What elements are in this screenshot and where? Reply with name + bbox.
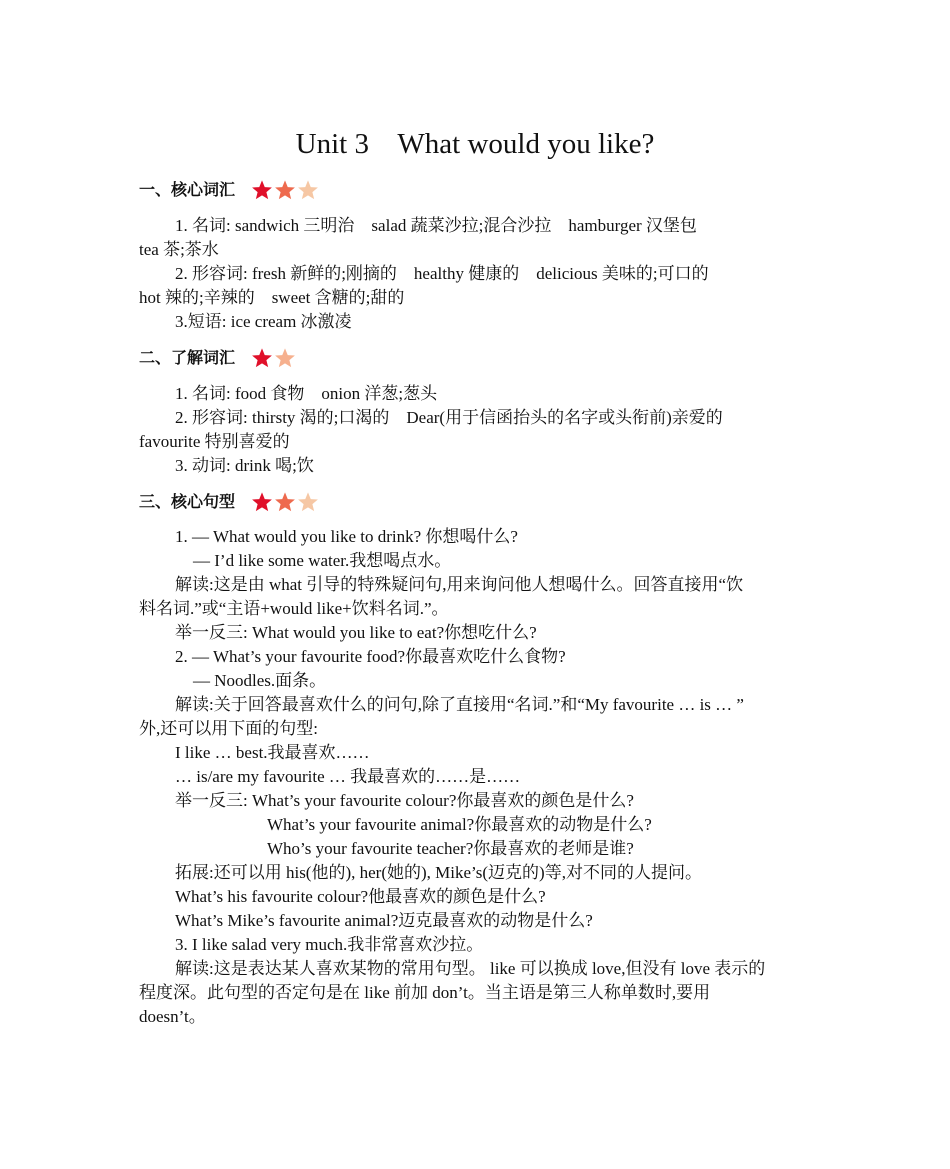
star-icon — [274, 491, 296, 513]
text-line: 举一反三: What would you like to eat?你想吃什么? — [175, 623, 537, 642]
text-line: 3. I like salad very much.我非常喜欢沙拉。 — [175, 935, 484, 954]
section-heading-label: 一、核心词汇 — [139, 180, 236, 199]
text-line: tea 茶;茶水 — [139, 240, 219, 259]
rating-stars — [251, 491, 320, 513]
text-line: 外,还可以用下面的句型: — [139, 719, 318, 738]
text-line: 3.短语: ice cream 冰激凌 — [175, 312, 352, 331]
section-heading-label: 二、了解词汇 — [139, 348, 236, 367]
text-line: What’s your favourite animal?你最喜欢的动物是什么? — [267, 815, 652, 834]
text-line: … is/are my favourite … 我最喜欢的……是…… — [175, 767, 521, 786]
text-line: 解读:这是由 what 引导的特殊疑问句,用来询问他人想喝什么。回答直接用“饮 — [175, 575, 744, 594]
text-line: 解读:这是表达某人喜欢某物的常用句型。 like 可以换成 love,但没有 love 表示的 — [175, 959, 766, 978]
text-line: favourite 特别喜爱的 — [139, 432, 290, 451]
section-heading-core-sentences — [139, 490, 320, 514]
star-icon — [274, 347, 296, 369]
text-line: 1. — What would you like to drink? 你想喝什么? — [175, 527, 518, 546]
star-icon — [297, 179, 319, 201]
text-line: hot 辣的;辛辣的 sweet 含糖的;甜的 — [139, 288, 405, 307]
text-line: Who’s your favourite teacher?你最喜欢的老师是谁? — [267, 839, 634, 858]
section-heading-understand-vocabulary — [139, 346, 297, 370]
text-line: 2. 形容词: fresh 新鲜的;刚摘的 healthy 健康的 delicious 美味的;可口的 — [175, 264, 709, 283]
text-line: I like … best.我最喜欢…… — [175, 743, 370, 762]
star-icon — [251, 491, 273, 513]
text-line: — Noodles.面条。 — [193, 671, 327, 690]
text-line: 2. — What’s your favourite food?你最喜欢吃什么食物? — [175, 647, 566, 666]
text-line: 举一反三: What’s your favourite colour?你最喜欢的颜色是什么? — [175, 791, 634, 810]
star-icon — [251, 347, 273, 369]
text-line: 程度深。此句型的否定句是在 like 前加 don’t。当主语是第三人称单数时,要用 — [139, 983, 711, 1002]
rating-stars — [251, 347, 297, 369]
section-heading-label: 三、核心句型 — [139, 492, 236, 511]
text-line: doesn’t。 — [139, 1007, 206, 1026]
page-title: Unit 3 What would you like? — [295, 128, 655, 160]
text-line: 料名词.”或“主语+would like+饮料名词.”。 — [139, 599, 449, 618]
text-line: 3. 动词: drink 喝;饮 — [175, 456, 314, 475]
star-icon — [297, 491, 319, 513]
text-line: — I’d like some water.我想喝点水。 — [193, 551, 452, 570]
star-icon — [274, 179, 296, 201]
text-line: What’s his favourite colour?他最喜欢的颜色是什么? — [175, 887, 546, 906]
rating-stars — [251, 179, 320, 201]
text-line: 解读:关于回答最喜欢什么的问句,除了直接用“名词.”和“My favourite … is … ” — [175, 695, 744, 714]
text-line: 拓展:还可以用 his(他的), her(她的), Mike’s(迈克的)等,对不同的人提问。 — [175, 863, 702, 882]
text-line: 1. 名词: sandwich 三明治 salad 蔬菜沙拉;混合沙拉 hamburger 汉堡包 — [175, 216, 697, 235]
text-line: 2. 形容词: thirsty 渴的;口渴的 Dear(用于信函抬头的名字或头衔前)亲爱的 — [175, 408, 723, 427]
text-line: What’s Mike’s favourite animal?迈克最喜欢的动物是什么? — [175, 911, 593, 930]
text-line: 1. 名词: food 食物 onion 洋葱;葱头 — [175, 384, 438, 403]
section-heading-core-vocabulary — [139, 178, 320, 202]
star-icon — [251, 179, 273, 201]
